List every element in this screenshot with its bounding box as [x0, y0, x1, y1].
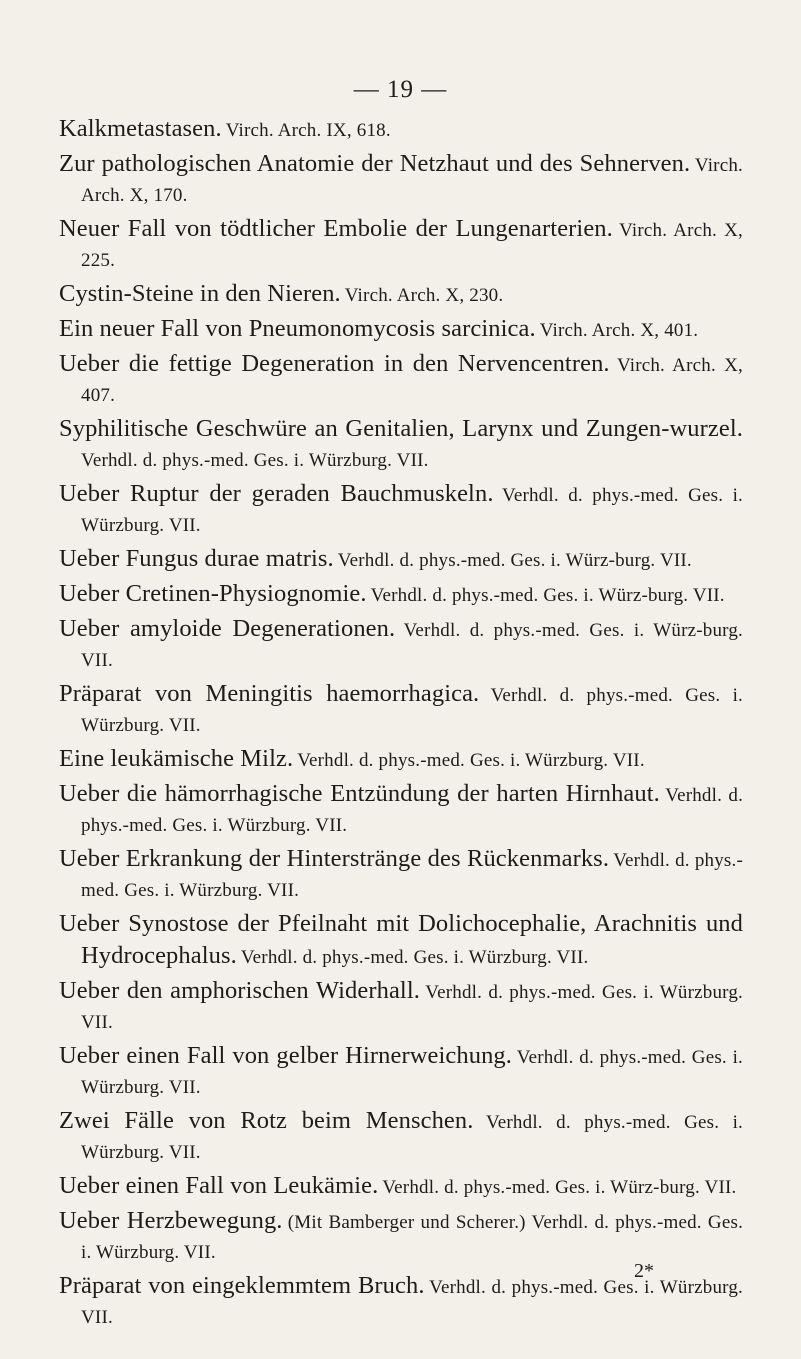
entry-title: Ueber die hämorrhagische Entzündung der harten Hirnhaut. — [59, 780, 660, 807]
bibliography-entry — [59, 114, 743, 146]
entry-reference: Verhdl. d. phys.-med. Ges. i. Würzburg. VII. — [81, 685, 743, 736]
bibliography-entry — [59, 614, 743, 676]
entry-reference: Verhdl. d. phys.-med. Ges. i. Würzburg. VII. — [81, 785, 744, 836]
entry-reference: (Mit Bamberger und Scherer.) Verhdl. d. phys.-med. Ges. i. Würzburg. VII. — [81, 1212, 744, 1263]
entry-title: Ueber Cretinen-Physiognomie. — [59, 580, 367, 607]
entry-reference: Virch. Arch. IX, 618. — [225, 120, 391, 141]
entry-title: Ueber amyloide Degenerationen. — [59, 615, 396, 642]
entry-reference: Virch. Arch. X, 225. — [81, 220, 744, 271]
entry-title: Neuer Fall von tödtlicher Embolie der Lungenarterien. — [59, 215, 613, 242]
bibliography-entry — [59, 214, 743, 276]
bibliography-entry — [59, 744, 743, 776]
entry-reference: Verhdl. d. phys.-med. Ges. i. Würz-burg. VII. — [370, 585, 725, 606]
bibliography-entry — [59, 1171, 743, 1203]
entry-reference: Verhdl. d. phys.-med. Ges. i. Würzburg. VII. — [240, 947, 589, 968]
entry-reference: Verhdl. d. phys.-med. Ges. i. Würzburg. VII. — [81, 485, 743, 536]
entry-reference: Verhdl. d. phys.-med. Ges. i. Würz-burg. VII. — [382, 1177, 737, 1198]
bibliography-entry — [59, 579, 743, 611]
entry-reference: Virch. Arch. X, 401. — [539, 320, 699, 341]
bibliography-entry — [59, 314, 743, 346]
bibliography-entry — [59, 544, 743, 576]
entry-title: Ueber den amphorischen Widerhall. — [59, 977, 420, 1004]
bibliography-entry — [59, 779, 743, 841]
entry-title: Cystin-Steine in den Nieren. — [59, 280, 341, 307]
entry-title: Präparat von Meningitis haemorrhagica. — [59, 680, 480, 707]
entry-title: Ein neuer Fall von Pneumonomycosis sarcinica. — [59, 315, 536, 342]
entry-title: Ueber Ruptur der geraden Bauchmuskeln. — [59, 480, 494, 507]
bibliography-entry — [59, 279, 743, 311]
entry-reference: Verhdl. d. phys.-med. Ges. i. Würzburg. VII. — [81, 982, 743, 1033]
entry-reference: Verhdl. d. phys.-med. Ges. i. Würzburg. VII. — [81, 1047, 743, 1098]
bibliography-entry — [59, 1041, 743, 1103]
entry-reference: Verhdl. d. phys.-med. Ges. i. Würzburg. VII. — [81, 850, 743, 901]
entry-reference: Virch. Arch. X, 230. — [344, 285, 504, 306]
page-number: — 19 — — [353, 76, 448, 103]
entry-title: Ueber Erkrankung der Hinterstränge des Rückenmarks. — [59, 845, 610, 872]
entry-reference: Verhdl. d. phys.-med. Ges. i. Würz-burg. VII. — [337, 550, 692, 571]
entry-title: Ueber einen Fall von gelber Hirnerweichung. — [59, 1042, 512, 1069]
entry-title: Zur pathologischen Anatomie der Netzhaut und des Sehnerven. — [59, 150, 691, 177]
bibliography-entry — [59, 909, 743, 973]
bibliography-entry — [59, 976, 743, 1038]
entry-reference: Verhdl. d. phys.-med. Ges. i. Würz-burg. VII. — [81, 620, 744, 671]
entry-title: Ueber Fungus durae matris. — [59, 545, 334, 572]
entry-title: Kalkmetastasen. — [59, 115, 222, 142]
bibliography-entry — [59, 1106, 743, 1168]
entry-reference: Verhdl. d. phys.-med. Ges. i. Würzburg. VII. — [81, 450, 429, 471]
bibliography-entry — [59, 1206, 743, 1268]
entry-title: Präparat von eingeklemmtem Bruch. — [59, 1272, 425, 1299]
bibliography-entry — [59, 149, 743, 211]
bibliography-entry — [59, 414, 743, 476]
entry-reference: Virch. Arch. X, 170. — [81, 155, 743, 206]
bibliography-list — [59, 114, 743, 1336]
entry-reference: Virch. Arch. X, 407. — [81, 355, 744, 406]
bibliography-entry — [59, 844, 743, 906]
entry-reference: Verhdl. d. phys.-med. Ges. i. Würzburg. VII. — [81, 1277, 743, 1328]
entry-title: Ueber die fettige Degeneration in den Nervencentren. — [59, 350, 610, 377]
entry-reference: Verhdl. d. phys.-med. Ges. i. Würzburg. VII. — [297, 750, 645, 771]
entry-title: Syphilitische Geschwüre an Genitalien, Larynx und Zungen-wurzel. — [59, 415, 743, 442]
entry-title: Eine leukämische Milz. — [59, 745, 294, 772]
entry-reference: Verhdl. d. phys.-med. Ges. i. Würzburg. VII. — [81, 1112, 744, 1163]
bibliography-entry — [59, 679, 743, 741]
bibliography-entry — [59, 349, 743, 411]
bibliography-entry — [59, 479, 743, 541]
entry-title: Zwei Fälle von Rotz beim Menschen. — [59, 1107, 474, 1134]
entry-title: Ueber Herzbewegung. — [59, 1207, 283, 1234]
entry-title: Ueber einen Fall von Leukämie. — [59, 1172, 379, 1199]
entry-title: Ueber Synostose der Pfeilnaht mit Dolichocephalie, Arachnitis und Hydrocephalus. — [59, 910, 743, 969]
signature-mark: 2* — [634, 1260, 654, 1282]
